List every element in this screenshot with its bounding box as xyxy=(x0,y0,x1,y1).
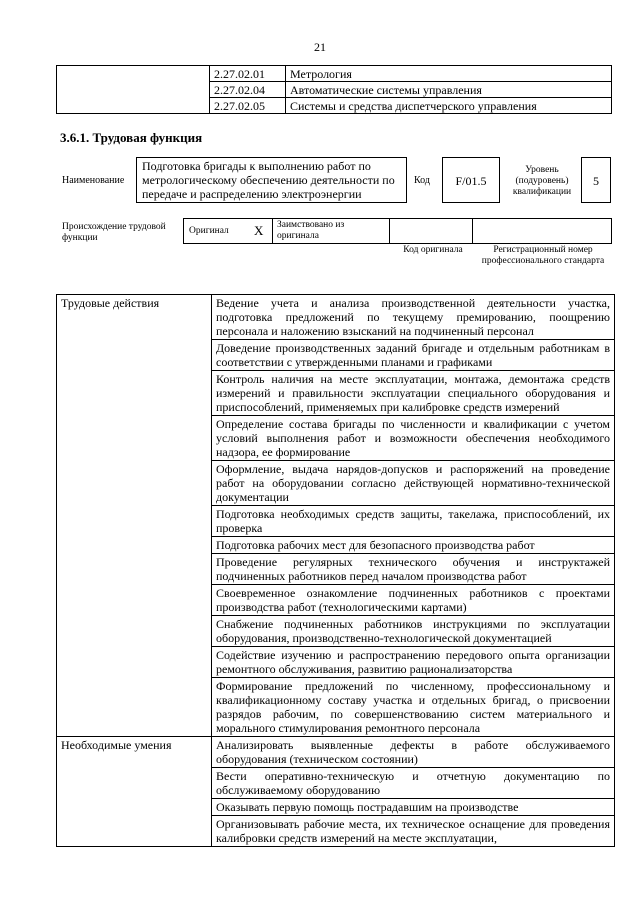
codes-blank-cell xyxy=(57,98,210,114)
labor-action-label: Трудовые действия xyxy=(57,295,212,737)
function-name: Подготовка бригады к выполнению работ по метрологическому обеспечению деятельности по передаче и распределению электроэнергии xyxy=(142,159,395,201)
labor-action-item: Контроль наличия на месте эксплуатации, монтажа, демонтажа средств измерений и правильности эксплуатации специального оборудования и приспособлений, применяемых при калибровке средств измерений xyxy=(212,371,615,416)
original-mark: X xyxy=(254,223,264,238)
labor-action-item: Содействие изучению и распространению передового опыта организации ремонтного обслуживания, развитию рационализаторства xyxy=(212,647,615,678)
code-name-cell: Метрология xyxy=(286,66,612,82)
codes-blank-cell xyxy=(57,66,210,82)
code-name-cell: Системы и средства диспетчерского управления xyxy=(286,98,612,114)
codes-row xyxy=(57,82,612,98)
original-label: Оригинал xyxy=(189,226,229,236)
labor-action-item: Подготовка необходимых средств защиты, такелажа, приспособлений, их проверка xyxy=(212,506,615,537)
skill-item: Вести оперативно-техническую и отчетную документацию по обслуживаемому оборудованию xyxy=(212,768,615,799)
labor-action-item: Формирование предложений по численному, профессиональному и квалификационному составу участка и отдельных бригад, о присвоении разрядов рабочим, по совершенствованию систем материального и морального стимулирования ремонтного персонала xyxy=(212,678,615,737)
section-heading: 3.6.1. Трудовая функция xyxy=(60,130,203,145)
level-value-box xyxy=(581,157,611,203)
codes-table xyxy=(56,65,612,114)
code-value: F/01.5 xyxy=(455,174,487,188)
labor-action-item: Проведение регулярных технического обучения и инструктажей подчиненных работников перед началом производства работ xyxy=(212,554,615,585)
code-name-cell: Автоматические системы управления xyxy=(286,82,612,98)
labor-action-item: Снабжение подчиненных работников инструкциями по эксплуатации оборудования, производственно-технологической документацией xyxy=(212,616,615,647)
codes-row xyxy=(57,66,612,82)
function-name-box xyxy=(136,157,407,203)
labor-action-item: Своевременное ознакомление подчиненных работников с проектами производства работ (технологическими картами) xyxy=(212,585,615,616)
labor-action-item: Подготовка рабочих мест для безопасного производства работ xyxy=(212,537,615,554)
name-label: Наименование xyxy=(62,175,125,186)
code-cell: 2.27.02.01 xyxy=(210,66,286,82)
codes-blank-cell xyxy=(57,82,210,98)
page-number: 21 xyxy=(314,40,326,54)
borrowed-label: Заимствовано из оригинала xyxy=(277,220,345,241)
code-cell: 2.27.02.04 xyxy=(210,82,286,98)
code-cell: 2.27.02.05 xyxy=(210,98,286,114)
borrowed-box xyxy=(272,218,390,244)
skill-item: Организовывать рабочие места, их техническое оснащение для проведения калибровки средств измерений на месте эксплуатации, xyxy=(212,816,615,847)
code-label: Код xyxy=(414,175,430,186)
original-code-box xyxy=(389,218,473,244)
original-box xyxy=(183,218,273,244)
code-value-box xyxy=(442,157,500,203)
codes-row xyxy=(57,98,612,114)
reg-number-caption: Регистрационный номер профессионального стандарта xyxy=(481,245,605,266)
code-original-caption: Код оригинала xyxy=(403,245,463,255)
labor-action-item: Оформление, выдача нарядов-допусков и распоряжений на проведение работ на оборудовании согласно действующей нормативно-технической документации xyxy=(212,461,615,506)
labor-action-item: Определение состава бригады по численности и квалификации с учетом условий выполнения работ и возможности обеспечения необходимого надзора, ее формирование xyxy=(212,416,615,461)
level-label: Уровень (подуровень) квалификации xyxy=(512,165,572,197)
labor-action-row xyxy=(57,295,615,340)
level-value: 5 xyxy=(593,174,599,188)
reg-number-box xyxy=(472,218,612,244)
skill-item: Оказывать первую помощь пострадавшим на производстве xyxy=(212,799,615,816)
skill-row xyxy=(57,737,615,768)
skill-label: Необходимые умения xyxy=(57,737,212,847)
origin-label: Происхождение трудовой функции xyxy=(62,222,166,243)
skill-item: Анализировать выявленные дефекты в работе обслуживаемого оборудования (техническом состоянии) xyxy=(212,737,615,768)
labor-function-table xyxy=(56,294,615,847)
labor-action-item: Доведение производственных заданий бригаде и отдельным работникам в соответствии с утвержденными планами и графиками xyxy=(212,340,615,371)
labor-action-item: Ведение учета и анализа производственной деятельности участка, подготовка предложений по текущему премированию, поощрению персонала и наложению взысканий на подчиненный персонал xyxy=(212,295,615,340)
